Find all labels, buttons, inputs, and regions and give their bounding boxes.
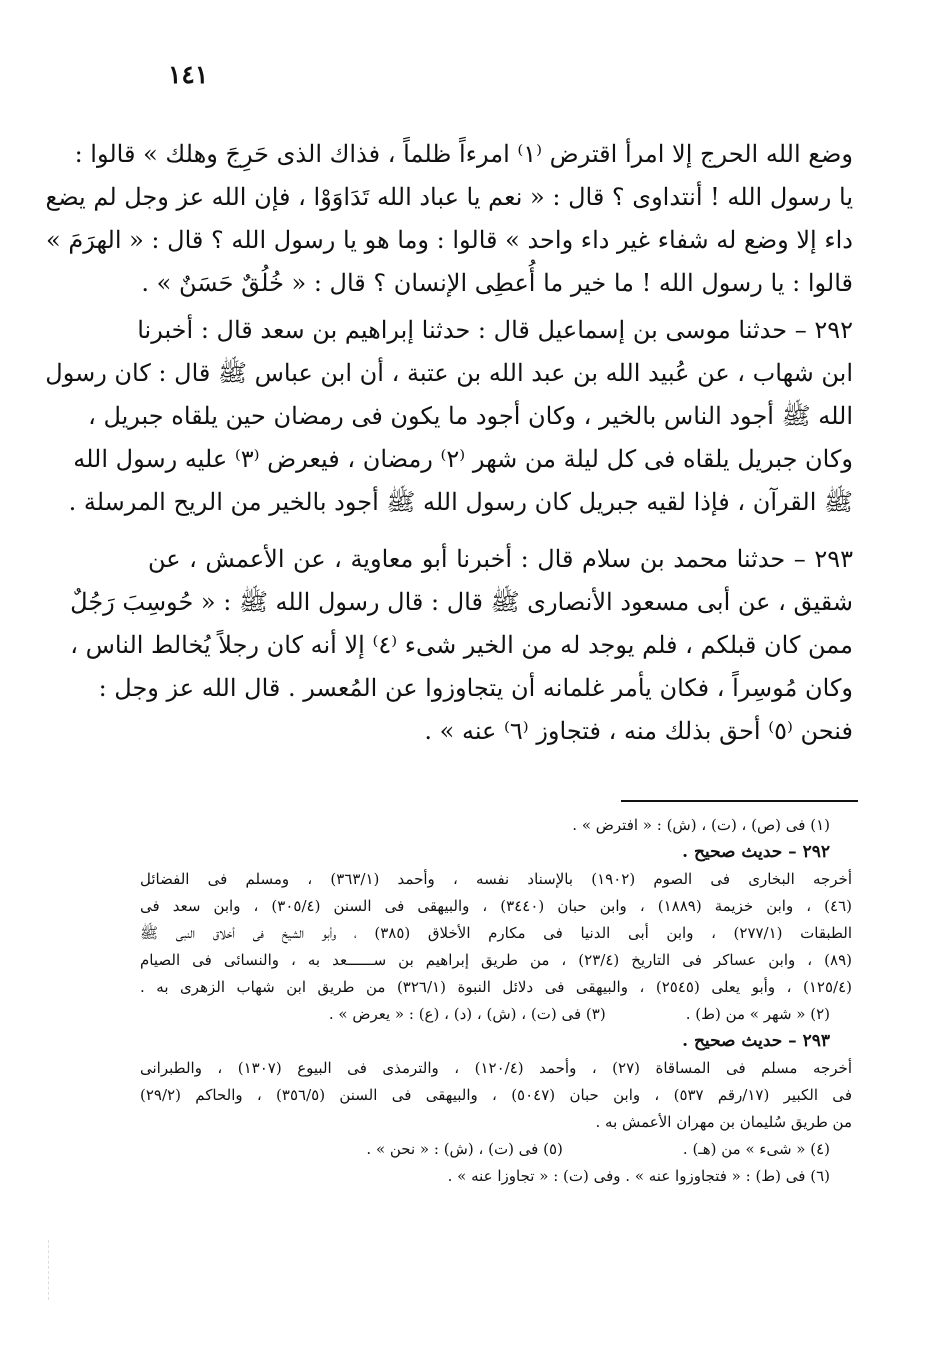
text-line: شقيق ، عن أبى مسعود الأنصارى ﷺ قال : قال رسول الله ﷺ : « حُوسِبَ رَجُلٌ: [70, 588, 853, 616]
footnotes: [140, 812, 852, 1190]
footnote-1: (١) فى (ص) ، (ت) ، (ش) : « افترض » .: [572, 816, 830, 834]
text-line: وكان جبريل يلقاه فى كل ليلة من شهر ⁽٢⁾ رمضان ، فيعرض ⁽٣⁾ عليه رسول الله: [73, 445, 853, 473]
footnote-text-293: من طريق سُليمان بن مهران الأعمش به .: [595, 1113, 852, 1131]
footnote-text-292: (٨٩) ، وابن عساكر فى التاريخ (٢٣/٤) ، من طريق إبراهيم بن ســــــعد به ، والنسائى فى الصيام: [140, 951, 852, 969]
text-line: وضع الله الحرج إلا امرأ اقترض ⁽١⁾ امرءاً ظلماً ، فذاك الذى حَرِجَ وهلك » قالوا :: [74, 140, 853, 168]
footnote-6: (٦) فى (ط) : « فتجاوزوا عنه » . وفى (ت) : « تجاوزا عنه » .: [447, 1167, 830, 1185]
column-gap: [563, 1136, 683, 1163]
page-number: ١٤١: [168, 60, 209, 89]
footnote-divider: [621, 800, 858, 802]
footnote-text-292: (١٢٥/٤) ، وأبو يعلى (٢٥٤٥) ، والبيهقى فى دلائل النبوة (٣٢٦/١) من طريق ابن شهاب الزهرى به .: [140, 978, 852, 996]
footnote-3: (٣) فى (ت) ، (ش) ، (د) ، (ع) : « يعرض » .: [328, 1005, 606, 1023]
text-line: ابن شهاب ، عن عُبيد الله بن عبد الله بن عتبة ، أن ابن عباس ﷺ قال : كان رسول: [45, 359, 853, 387]
footnote-text-292: الطبقات (٢٧٧/١) ، وابن أبى الدنيا فى مكارم الأخلاق (٣٨٥) ، وأبو الشيخ فى أخلاق النبى ﷺ: [140, 924, 852, 942]
footnote-text-292: (٤٦) ، وابن خزيمة (١٨٨٩) ، وابن حبان (٣٤٤٠) ، والبيهقى فى السنن (٣٠٥/٤) ، وابن سعد فى: [140, 897, 853, 915]
footnote-text-293: فى الكبير (١٧/رقم ٥٣٧) ، وابن حبان (٥٠٤٧) ، والبيهقى فى السنن (٣٥٦/٥) ، والحاكم (٢٩/٢): [140, 1086, 852, 1104]
hadith-292-line: ٢٩٢ – حدثنا موسى بن إسماعيل قال : حدثنا إبراهيم بن سعد قال : أخبرنا: [137, 316, 853, 344]
hadith-293-line: ٢٩٣ – حدثنا محمد بن سلام قال : أخبرنا أبو معاوية ، عن الأعمش ، عن: [148, 545, 853, 573]
footnote-heading-293: ٢٩٣ – حديث صحيح .: [682, 1031, 830, 1051]
column-gap: [606, 1001, 686, 1028]
footnote-2: (٢) « شهر » من (ط) .: [685, 1005, 830, 1023]
text-line: داء إلا وضع له شفاء غير داء واحد » قالوا : وما هو يا رسول الله ؟ قال : « الهرَمَ »: [46, 226, 853, 254]
text-line: وكان مُوسِراً ، فكان يأمر غلمانه أن يتجاوزوا عن المُعسر . قال الله عز وجل :: [98, 674, 853, 702]
footnote-text-292: أخرجه البخارى فى الصوم (١٩٠٢) بالإسناد نفسه ، وأحمد (٣٦٣/١) ، ومسلم فى الفضائل: [140, 870, 852, 888]
text-line: ﷺ القرآن ، فإذا لقيه جبريل كان رسول الله ﷺ أجود بالخير من الريح المرسلة .: [68, 488, 853, 516]
text-line: قالوا : يا رسول الله ! ما خير ما أُعطِى الإنسان ؟ قال : « خُلُقٌ حَسَنٌ » .: [141, 269, 853, 297]
scan-edge-mark: [48, 1240, 49, 1300]
main-text: [45, 133, 853, 753]
footnote-heading-292: ٢٩٢ – حديث صحيح .: [682, 842, 830, 862]
text-line: يا رسول الله ! أنتداوى ؟ قال : « نعم يا عباد الله تَدَاوَوْا ، فإن الله عز وجل لم يضع: [45, 183, 853, 211]
footnote-pair-2-3: [140, 1001, 852, 1028]
paragraph-gap: [148, 524, 853, 538]
footnote-pair-4-5: [140, 1136, 852, 1163]
text-line: ممن كان قبلكم ، فلم يوجد له من الخير شىء ⁽٤⁾ إلا أنه كان رجلاً يُخالط الناس ،: [70, 631, 853, 659]
footnote-5: (٥) فى (ت) ، (ش) : « نحن » .: [366, 1140, 563, 1158]
text-line: فنحن ⁽٥⁾ أحق بذلك منه ، فتجاوز ⁽٦⁾ عنه » .: [424, 717, 853, 745]
footnote-text-293: أخرجه مسلم فى المساقاة (٢٧) ، وأحمد (١٢٠/٤) ، والترمذى فى البيوع (١٣٠٧) ، والطبرانى: [140, 1059, 852, 1077]
text-line: الله ﷺ أجود الناس بالخير ، وكان أجود ما يكون فى رمضان حين يلقاه جبريل ،: [88, 402, 853, 430]
footnote-4: (٤) « شىء » من (هـ) .: [682, 1140, 830, 1158]
